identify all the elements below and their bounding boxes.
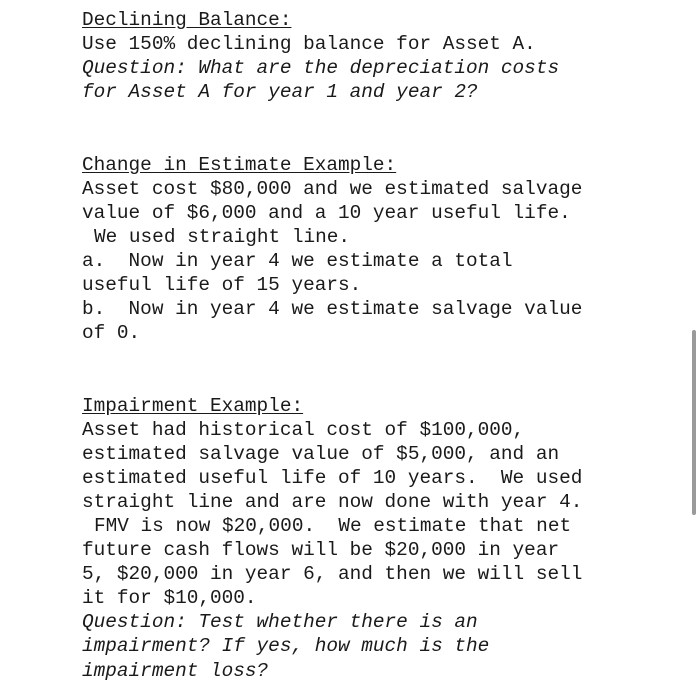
change-in-estimate-section bbox=[82, 153, 662, 346]
section-spacer bbox=[82, 345, 662, 393]
impairment-question-cont: impairment loss? bbox=[82, 659, 269, 682]
declining-balance-heading: Declining Balance: bbox=[82, 9, 292, 31]
document-body bbox=[82, 8, 662, 683]
impairment-text: future cash flows will be $20,000 in year bbox=[82, 539, 560, 562]
change-in-estimate-text: Asset cost $80,000 and we estimated salvage bbox=[82, 177, 583, 200]
change-in-estimate-item-a: a. Now in year 4 we estimate a total bbox=[82, 249, 513, 272]
impairment-heading: Impairment Example: bbox=[82, 394, 304, 417]
impairment-text: estimated useful life of 10 years. We used bbox=[82, 466, 583, 489]
change-in-estimate-item-a-cont: useful life of 15 years. bbox=[82, 274, 362, 297]
impairment-text: straight line and are now done with year 4. bbox=[82, 490, 583, 513]
impairment-text: 5, $20,000 in year 6, and then we will sell bbox=[82, 563, 583, 586]
impairment-text: FMV is now $20,000. We estimate that net bbox=[94, 514, 572, 537]
change-in-estimate-heading: Change in Estimate Example: bbox=[82, 153, 397, 176]
declining-balance-text: Use 150% declining balance for Asset A. bbox=[82, 33, 536, 56]
vertical-scrollbar[interactable] bbox=[692, 330, 696, 515]
impairment-question-cont: impairment? If yes, how much is the bbox=[82, 635, 490, 658]
impairment-text: estimated salvage value of $5,000, and an bbox=[82, 442, 560, 465]
declining-balance-question: Question: What are the depreciation costs bbox=[82, 57, 560, 80]
declining-balance-question-cont: for Asset A for year 1 and year 2? bbox=[82, 81, 478, 104]
change-in-estimate-item-b-cont: of 0. bbox=[82, 322, 141, 345]
impairment-question: Question: Test whether there is an bbox=[82, 611, 478, 634]
change-in-estimate-item-b: b. Now in year 4 we estimate salvage value bbox=[82, 298, 583, 321]
declining-balance-section bbox=[82, 8, 662, 104]
change-in-estimate-text: value of $6,000 and a 10 year useful life. bbox=[82, 201, 571, 224]
impairment-text: Asset had historical cost of $100,000, bbox=[82, 418, 525, 441]
impairment-section bbox=[82, 394, 662, 683]
impairment-text: it for $10,000. bbox=[82, 587, 257, 610]
change-in-estimate-text: We used straight line. bbox=[94, 225, 350, 248]
section-spacer bbox=[82, 104, 662, 152]
